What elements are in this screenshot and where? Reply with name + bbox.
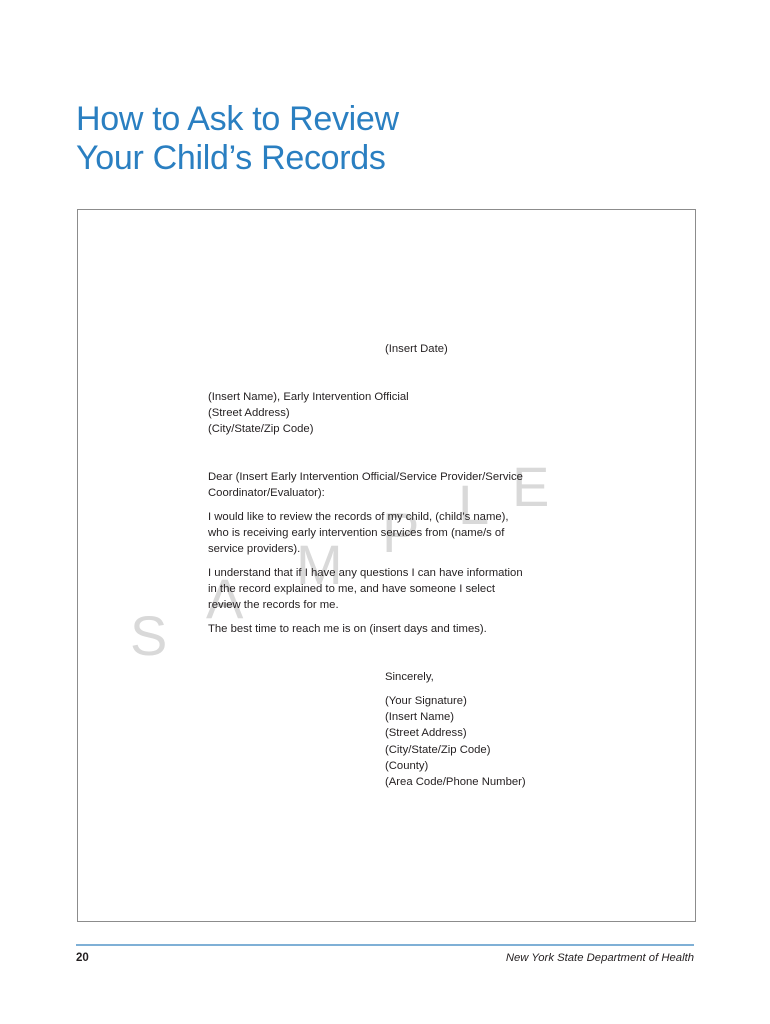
sender-block xyxy=(385,693,526,790)
salutation-line-2: Coordinator/Evaluator): xyxy=(208,487,325,500)
paragraph-request-line-3: service providers). xyxy=(208,543,301,556)
recipient-name: (Insert Name), Early Intervention Official xyxy=(208,391,409,403)
page-number: 20 xyxy=(76,952,89,964)
paragraph-request-line-1: I would like to review the records of my child, (child’s name), xyxy=(208,511,509,523)
salutation-line-1: Dear (Insert Early Intervention Official/Service Provider/Service xyxy=(208,471,523,483)
sender-city: (City/State/Zip Code) xyxy=(385,743,491,756)
page-title-line-1: How to Ask to Review xyxy=(76,100,399,138)
watermark-letter-s: S xyxy=(130,604,168,667)
closing: Sincerely, xyxy=(385,671,434,683)
watermark-letter-e: E xyxy=(512,455,550,518)
paragraph-questions-line-1: I understand that if I have any questions I can have information xyxy=(208,567,523,579)
paragraph-questions-line-2: in the record explained to me, and have someone I select xyxy=(208,583,495,596)
footer-publisher: New York State Department of Health xyxy=(505,952,694,964)
paragraph-questions xyxy=(208,565,523,614)
page-title xyxy=(76,100,696,178)
recipient-address xyxy=(208,389,409,438)
footer-divider xyxy=(76,944,694,946)
paragraph-request-line-2: who is receiving early intervention services from (name/s of xyxy=(208,527,505,540)
paragraph-request xyxy=(208,509,509,558)
sender-street: (Street Address) xyxy=(385,727,467,740)
sender-county: (County) xyxy=(385,759,429,772)
letter-date: (Insert Date) xyxy=(385,343,448,355)
sender-name: (Insert Name) xyxy=(385,711,455,724)
watermark-letter-a: A xyxy=(206,567,244,630)
salutation xyxy=(208,469,523,501)
page-title-line-2: Your Child’s Records xyxy=(76,139,386,177)
watermark-letter-l: L xyxy=(458,473,490,536)
recipient-street: (Street Address) xyxy=(208,407,290,420)
sender-phone: (Area Code/Phone Number) xyxy=(385,776,526,789)
watermark-letter-p: P xyxy=(382,501,420,564)
sender-signature: (Your Signature) xyxy=(385,695,467,707)
paragraph-contact-time: The best time to reach me is on (insert days and times). xyxy=(208,623,487,635)
paragraph-questions-line-3: review the records for me. xyxy=(208,599,339,612)
recipient-city: (City/State/Zip Code) xyxy=(208,423,314,436)
watermark-letter-m: M xyxy=(296,533,343,596)
sample-letter-frame xyxy=(77,209,696,922)
